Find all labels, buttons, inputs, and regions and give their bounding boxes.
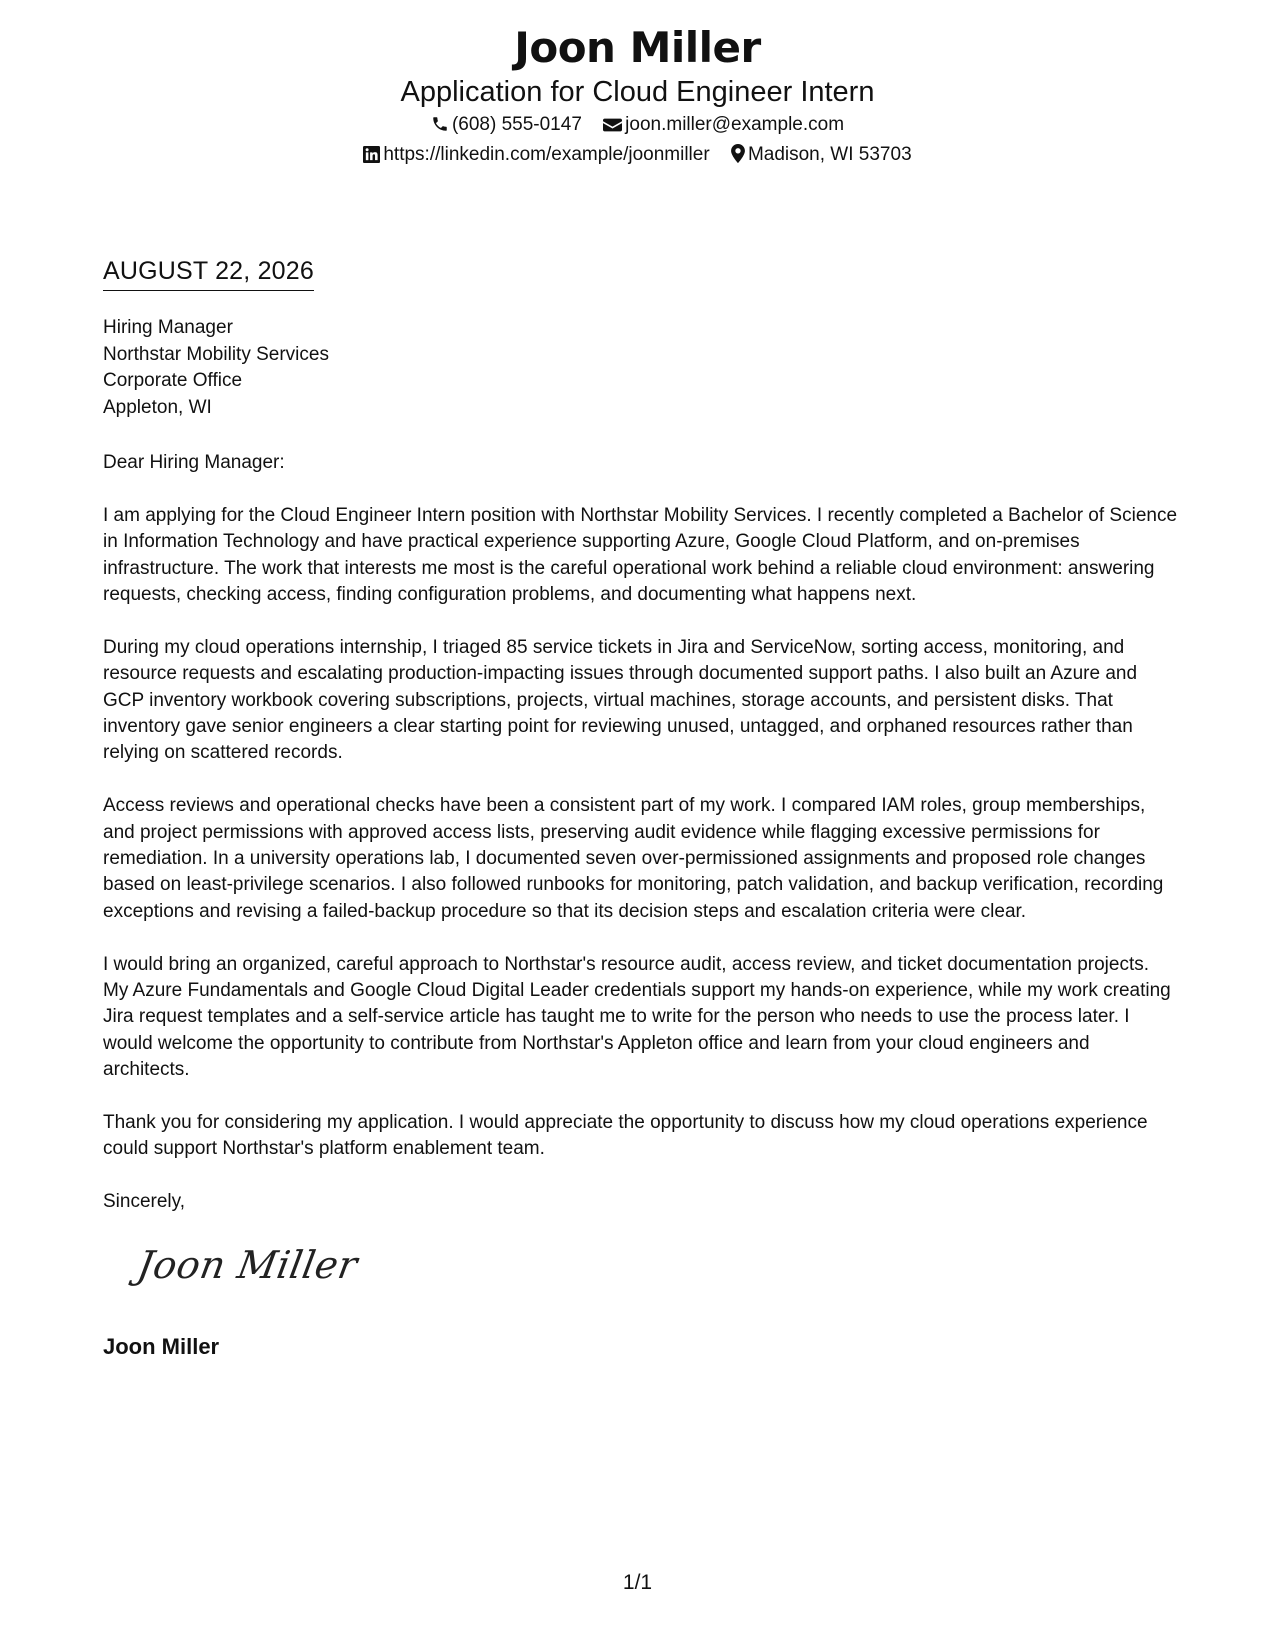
salutation: Dear Hiring Manager: [103, 452, 285, 473]
recipient-line: Hiring Manager [103, 317, 233, 338]
letter-date: AUGUST 22, 2026 [103, 254, 314, 291]
email-contact[interactable] [603, 110, 844, 140]
letter-header [0, 22, 1275, 170]
recipient-line: Appleton, WI [103, 396, 212, 418]
body-paragraph: I am applying for the Cloud Engineer Intern position with Northstar Mobility Services. I recently completed a Bachelor of Science in Information Technology and have practical experience supporting Azure, Google Cloud Platform, and on-premises infrastructure. The work that interests me most is the careful operational work behind a reliable cloud environment: answering requests, checking access, finding configuration problems, and documenting what happens next. [103, 504, 1178, 606]
contact-line-1 [0, 110, 1275, 140]
recipient-block [103, 315, 329, 421]
page-number: 1/1 [622, 1571, 653, 1594]
body-paragraph: Access reviews and operational checks have been a consistent part of my work. I compared IAM roles, group memberships, and project permissions with approved access lists, preserving audit evidence while flagging excessive permissions for remediation. In a university operations lab, I documented seven over-permissioned assignments and proposed role changes based on least-privilege scenarios. I also followed runbooks for monitoring, patch validation, and backup verification, recording exceptions and revising a failed-backup procedure so that its decision steps and escalation criteria were clear. [103, 795, 1164, 922]
phone-contact [431, 110, 582, 140]
recipient-line: Corporate Office [103, 370, 243, 391]
recipient-line: Northstar Mobility Services [103, 343, 329, 365]
map-marker-icon [731, 144, 745, 163]
linkedin-url[interactable]: https://linkedin.com/example/joonmiller [383, 144, 710, 165]
letter-body [103, 450, 1178, 1189]
linkedin-contact[interactable] [363, 140, 709, 170]
phone-icon [431, 115, 449, 133]
handwritten-signature: Joon Miller [134, 1243, 361, 1287]
email-address[interactable]: joon.miller@example.com [625, 114, 845, 135]
location-contact [731, 140, 912, 170]
body-paragraph: During my cloud operations internship, I triaged 85 service tickets in Jira and ServiceNow, sorting access, monitoring, and resource requests and escalating production-impacting issues through documented support paths. I also built an Azure and GCP inventory workbook covering subscriptions, projects, virtual machines, storage accounts, and persistent disks. That inventory gave senior engineers a clear starting point for reviewing unused, untagged, and orphaned resources rather than relying on scattered records. [103, 636, 1138, 764]
body-paragraph: I would bring an organized, careful approach to Northstar's resource audit, access review, and ticket documentation projects. My Azure Fundamentals and Google Cloud Digital Leader credentials support my hands-on experience, while my work creating Jira request templates and a self-service article has taught me to write for the person who needs to use the process later. I would welcome the opportunity to contribute from Northstar's Appleton office and learn from your cloud engineers and architects. [103, 953, 1171, 1081]
application-title: Application for Cloud Engineer Intern [400, 76, 875, 108]
signer-name: Joon Miller [103, 1334, 220, 1359]
location-text: Madison, WI 53703 [747, 144, 912, 165]
contact-line-2 [0, 140, 1275, 170]
envelope-icon [603, 117, 622, 133]
phone-number: (608) 555-0147 [451, 114, 582, 135]
body-paragraph: Thank you for considering my application. I would appreciate the opportunity to discuss how my cloud operations experience could support Northstar's platform enablement team. [103, 1112, 1148, 1160]
closing: Sincerely, [103, 1191, 186, 1212]
applicant-name: Joon Miller [514, 23, 761, 72]
linkedin-icon [363, 146, 380, 163]
